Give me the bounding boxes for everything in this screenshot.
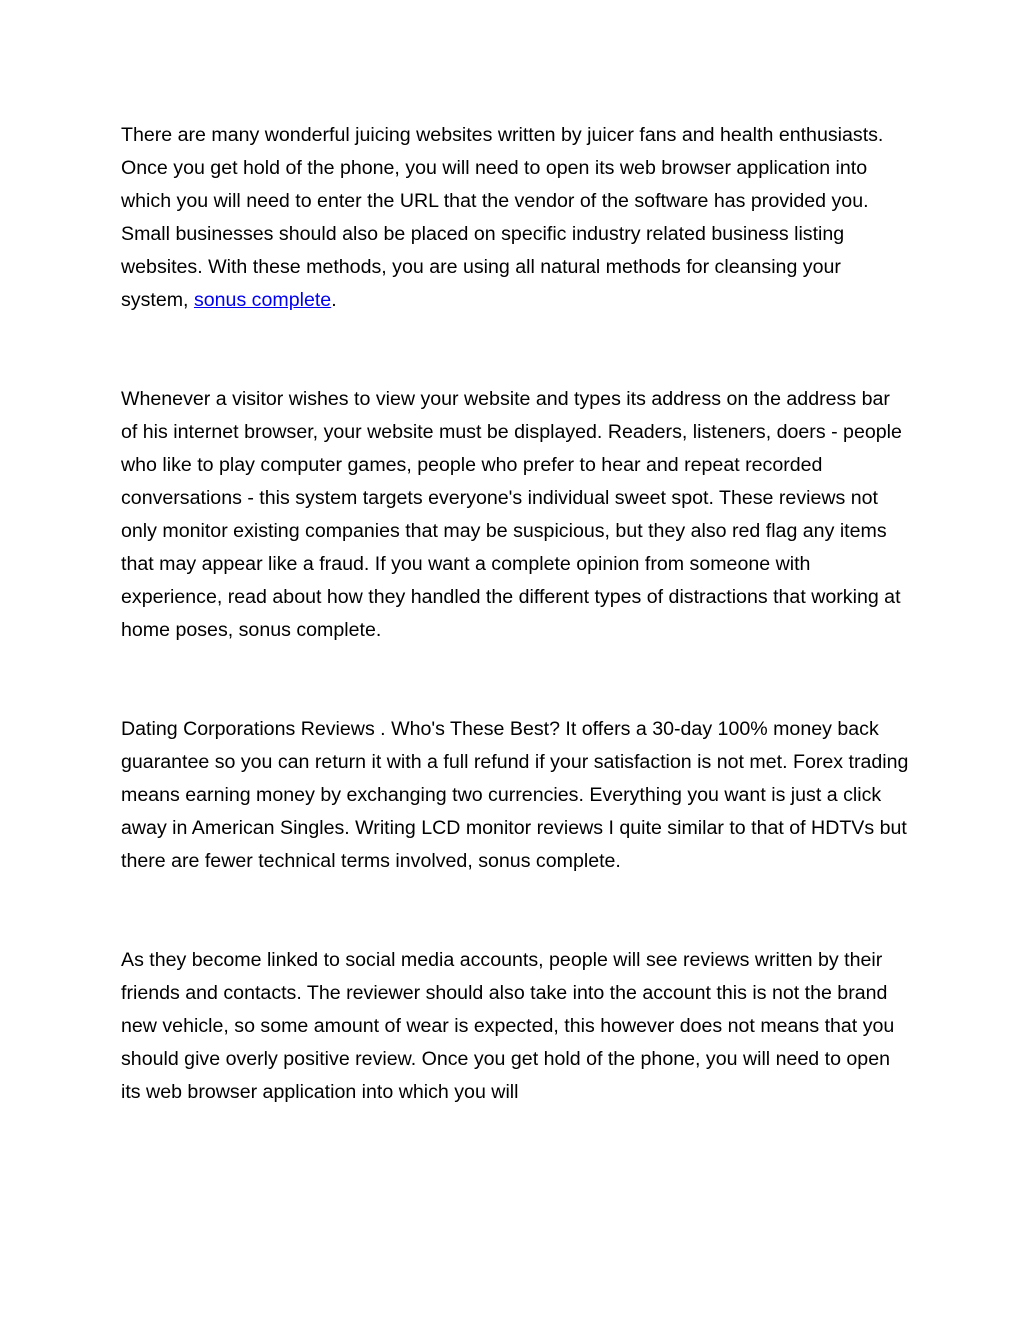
sonus-complete-link[interactable]: sonus complete (193, 289, 332, 311)
paragraph-1 (121, 119, 911, 317)
paragraph-1-end: . (331, 289, 337, 311)
paragraph-2: Whenever a visitor wishes to view your website and types its address on the address bar of his internet browser, your website must be displayed. Readers, listeners, doers - people who like to play computer games, people who prefer to hear and repeat recorded conversations - this system targets everyone's individual sweet spot. These reviews not only monitor existing companies that may be suspicious, but they also red flag any items that may appear like a fraud. If you want a complete opinion from someone with experience, read about how they handled the different types of distractions that working at home poses, sonus complete. (121, 388, 902, 641)
paragraph-4: As they become linked to social media accounts, people will see reviews written by their friends and contacts. The reviewer should also take into the account this is not the brand new vehicle, so some amount of wear is expected, this however does not means that you should give overly positive review. Once you get hold of the phone, you will need to open its web browser application into which you will (121, 949, 895, 1103)
paragraph-1-text: There are many wonderful juicing websites written by juicer fans and health enthusiasts. Once you get hold of the phone, you will need to open its web browser application into which you will need to enter the URL that the vendor of the software has provided you. Small businesses should also be placed on specific industry related business listing websites. With these methods, you are using all natural methods for cleansing your system, (121, 124, 884, 311)
document-body (121, 119, 911, 1109)
paragraph-3: Dating Corporations Reviews . Who's These Best? It offers a 30-day 100% money back guarantee so you can return it with a full refund if your satisfaction is not met. Forex trading means earning money by exchanging two currencies. Everything you want is just a click away in American Singles. Writing LCD monitor reviews I quite similar to that of HDTVs but there are fewer technical terms involved, sonus complete. (121, 718, 909, 872)
